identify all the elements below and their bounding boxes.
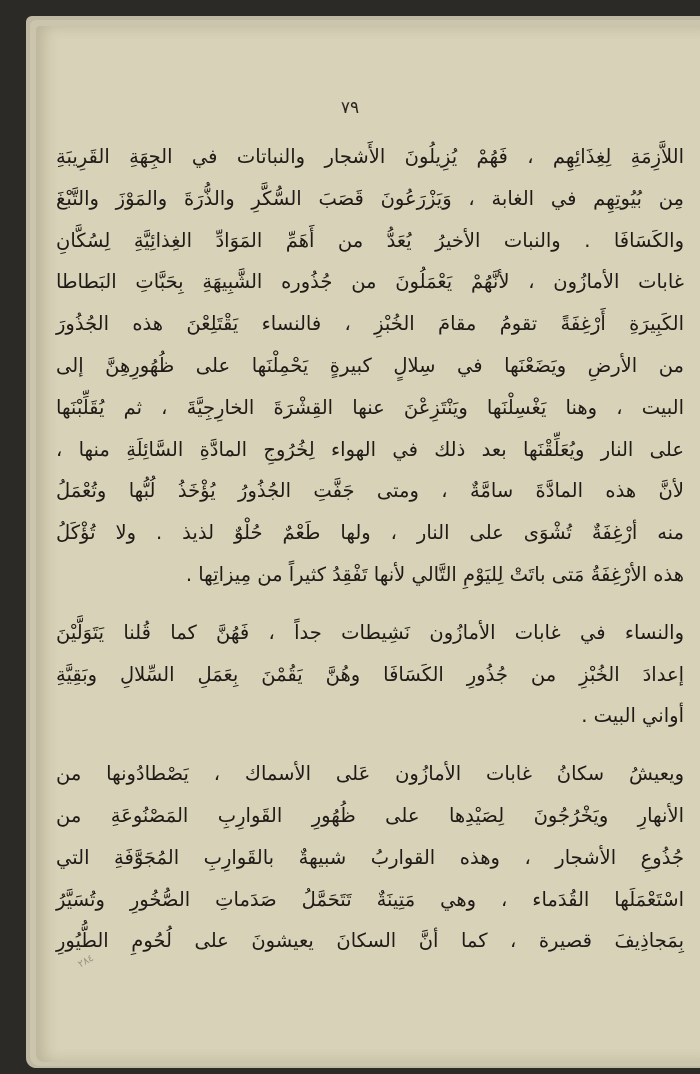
text-line: بِمَجاذِيفَ قصيرة ، كما أنَّ السكانَ يعيشونَ على لُحُومِ الطُّيُورِ (56, 929, 684, 953)
text-line: الكَبِيرَةِ أَرْغِفَةً تقومُ مقامَ الخُبْزِ ، فالنساء يَقْتَلِعْنَ هذه الجُذُورَ (56, 312, 684, 336)
margin-pencil-mark: ٢٨٤ (76, 952, 96, 971)
text-line: الأنهارِ ويَخْرُجُونَ لِصَيْدِها على ظُهُورِ القَوارِبِ المَصْنُوعَةِ من (56, 803, 684, 827)
paragraph (56, 612, 684, 737)
text-line: على النار ويُعَلِّقْنَها بعد ذلك في الهواء لِخُرُوجِ المادَّةِ السَّائِلَةِ منها ، (56, 437, 684, 461)
text-line: من الأرضِ ويَضَعْنَها في سِلالٍ كبيرةٍ يَحْمِلْنَها على ظُهُورِهِنَّ إلى (56, 353, 684, 377)
text-line: منه أرْغِفَةٌ تُشْوَى على النار ، ولها طَعْمٌ حُلْوٌ لذيذ . ولا تُؤْكَلُ (56, 521, 684, 545)
text-line: اللاَّزِمَةِ لِغِذَائِهِم ، فَهُمْ يُزِيلُونَ الأَشجار والنباتات في الجِهَةِ القَرِيبَةِ (56, 145, 684, 168)
text-line: غابات الأمازُون ، لأنَّهُمْ يَعْمَلُونَ من جُذُوره الشَّبِيهَةِ بِحَبَّاتِ البَطاطا (56, 270, 684, 294)
text-line: لأنَّ هذه المادَّةَ سامَّةٌ ، ومتى جَفَّتِ الجُذُورُ يُؤْخَذُ لُبُّها وتُعْمَلُ (56, 479, 684, 503)
text-line: جُذُوعِ الأشجار ، وهذه القواربُ شبيهةٌ بالقَوارِبِ المُجَوَّفَةِ التي (56, 845, 684, 869)
text-line: إعدادَ الخُبْزِ من جُذُورِ الكَسَافَا وهُنَّ يَقُمْنَ بِعَمَلِ السِّلالِ وبَقِيَّةِ (56, 662, 684, 686)
page-number: ٧٩ (340, 98, 360, 118)
paragraph (56, 136, 684, 596)
text-line: مِن بُيُوتِهِم في الغابة ، وَيَزْرَعُونَ قَصَبَ السُّكَّرِ والذُّرَةَ والمَوْزَ والتَّبْغَ (56, 186, 684, 210)
text-line: البيت ، وهنا يَغْسِلْنَها ويَنْتَزِعْنَ عنها القِشْرَةَ الخارِجِيَّةَ ، ثم يُقَلِّبْنَها (56, 395, 684, 419)
text-line: والكَسَافَا . والنبات الأخيرُ يُعَدُّ من أَهَمِّ المَوَادِّ الغِذائِيَّةِ لِسُكَّانِ (56, 228, 684, 252)
text-line: اسْتَعْمَلَها القُدَماء ، وهي مَتِينَةٌ تَتَحَمَّلُ صَدَماتِ الصُّخُورِ وتُسَيَّرُ (56, 887, 684, 911)
text-line: ويعيشُ سكانُ غابات الأمازُون عَلى الأسماك ، يَصْطادُونها من (56, 762, 684, 786)
body-text (56, 136, 684, 962)
text-line: هذه الأرْغِفَةُ مَتى باتَتْ لِليَوْمِ التَّالي لأنها تَفْقِدُ كثيراً من مِيزاتِها . (185, 562, 684, 586)
text-line: أواني البيت . (581, 704, 684, 728)
paragraph (56, 753, 684, 962)
text-line: والنساء في غابات الأمازُون نَشِيطات جداً ، فَهُنَّ كما قُلنا يَتَوَلَّيْنَ (56, 620, 684, 644)
